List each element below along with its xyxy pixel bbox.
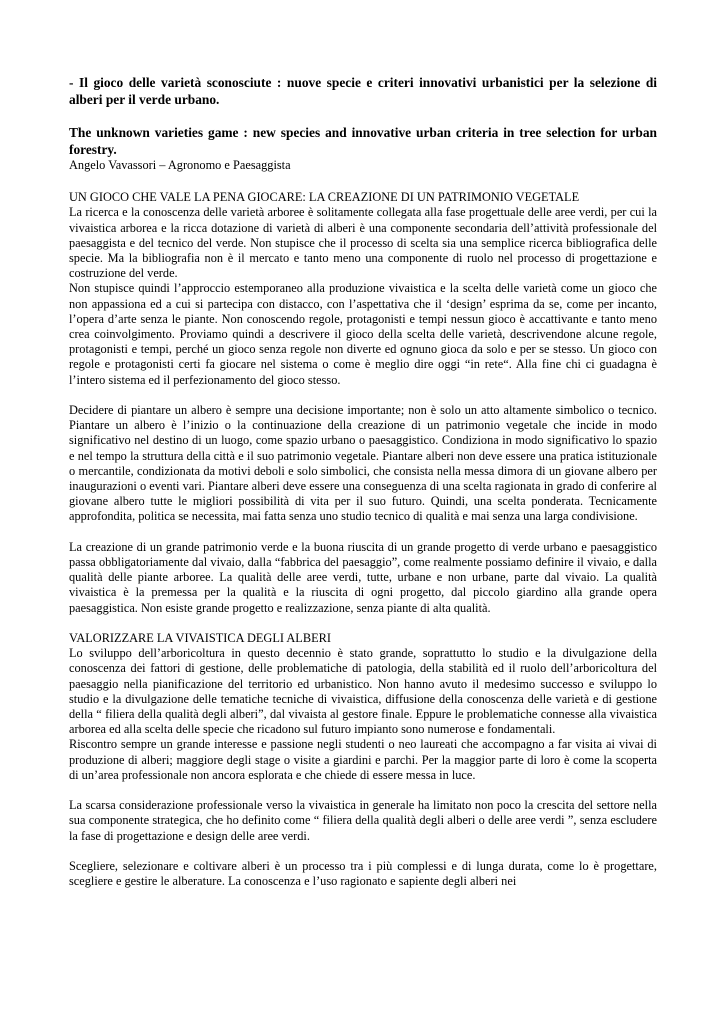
paragraph: La ricerca e la conoscenza delle varietà arboree è solitamente collegata alla fase progettuale delle aree verdi, per cui la vivaistica arborea e la ricca dotazione di varietà di alberi è una componente secondaria dell’attività professionale del paesaggista e del tecnico del verde. Non stupisce che il processo di scelta sia una semplice ricerca bibliografica delle specie. Ma la bibliografia non è il mercato e tanto meno una componente di ruolo nel processo di progettazione e costruzione del verde. [69,205,657,281]
paragraph: Decidere di piantare un albero è sempre una decisione importante; non è solo un atto altamente simbolico o tecnico. Piantare un albero è l’inizio o la continuazione della creazione di un patrimonio vegetale che incide in modo significativo nel destino di un luogo, come spazio urbano o paesaggistico. Condiziona in modo significativo lo spazio e nel tempo la struttura della città e il suo patrimonio vegetale. Piantare alberi non deve essere una pratica istituzionale o mercantile, condizionata da motivi deboli e solo simbolici, che consista nella messa dimora di un giovane albero per inaugurazioni o eventi vari. Piantare alberi deve essere una conseguenza di una scelta ragionata in grado di conferire al giovane albero tutte le migliori possibilità di vita per il suo futuro. Quindi, una scelta ponderata. Tecnicamente approfondita, politica se necessita, mai fatta senza uno studio tecnico di qualità e mai senza una larga condivisione. [69,403,657,524]
paragraph: Non stupisce quindi l’approccio estemporaneo alla produzione vivaistica e la scelta delle varietà come un gioco che non appassiona ed a cui si partecipa con distacco, con l’aspettativa che il ‘design’ esprima da se, come per incanto, l’opera d’arte senza le piante. Non conoscendo regole, protagonisti e tempi nessun gioco è accattivante e tanto meno crea coinvolgimento. Proviamo quindi a descrivere il gioco della scelta delle varietà, descrivendone alcune regole, protagonisti e tempi, perché un gioco senza regole non diverte ed ognuno gioca da solo e per se stesso. Un gioco con regole e protagonisti certi fa giocare nel sistema o come è meglio dire oggi “in rete“. Alla fine chi ci guadagna è l’intero sistema ed il perfezionamento del gioco stesso. [69,281,657,387]
section-heading-patrimonio: UN GIOCO CHE VALE LA PENA GIOCARE: LA CREAZIONE DI UN PATRIMONIO VEGETALE [69,190,580,205]
author-line: Angelo Vavassori – Agronomo e Paesaggista [69,158,291,172]
document-page [69,74,657,889]
paragraph: La scarsa considerazione professionale verso la vivaistica in generale ha limitato non poco la crescita del settore nella sua componente strategica, che ho definito come “ filiera della qualità degli alberi o delle aree verdi ”, senza escludere la fase di progettazione e design delle aree verdi. [69,798,657,843]
section-heading-vivaistica: VALORIZZARE LA VIVAISTICA DEGLI ALBERI [69,631,331,646]
title-italian: - Il gioco delle varietà sconosciute : nuove specie e criteri innovativi urbanistici per la selezione di alberi per il verde urbano. [69,75,657,107]
paragraph: Lo sviluppo dell’arboricoltura in questo decennio è stato grande, soprattutto lo studio e la divulgazione della conoscenza dei fattori di gestione, delle problematiche di patologia, della stabilità ed il ruolo dell’arboricoltura del paesaggio nella pianificazione del territorio ed urbanistico. Non hanno avuto il medesimo successo e sviluppo lo studio e la divulgazione delle tematiche tecniche di vivaistica, diffusione della conoscenza delle varietà e di gestione della “ filiera della qualità degli alberi”, dal vivaista al gestore finale. Eppure le problematiche connesse alla vivaistica arborea ed alla scelta delle specie che ricadono sul futuro impianto sono numerose e fondamentali. [69,646,657,737]
paragraph: La creazione di un grande patrimonio verde e la buona riuscita di un grande progetto di verde urbano e paesaggistico passa obbligatoriamente dal vivaio, dalla “fabbrica del paesaggio”, come realmente possiamo definire il vivaio, e dalla qualità delle piante arboree. La qualità delle aree verdi, tutte, urbane e non urbane, parte dal vivaio. La qualità vivaistica è la premessa per la qualità e la riuscita di ogni progetto, dal piccolo giardino alla grande opera paesaggistica. Non esiste grande progetto e realizzazione, senza piante di alta qualità. [69,539,657,615]
paragraph: Scegliere, selezionare e coltivare alberi è un processo tra i più complessi e di lunga durata, come lo è progettare, scegliere e gestire le alberature. La conoscenza e l’uso ragionato e sapiente degli alberi nei [69,859,657,889]
title-english: The unknown varieties game : new species and innovative urban criteria in tree selection for urban forestry. [69,125,657,157]
paragraph: Riscontro sempre un grande interesse e passione negli studenti o neo laureati che accompagno a far visita ai vivai di produzione di alberi; maggiore degli stage o visite a giardini e parchi. Per la maggior parte di loro è come la scoperta di un’area professionale non ancora esplorata e che chiede di essere messa in luce. [69,737,657,782]
